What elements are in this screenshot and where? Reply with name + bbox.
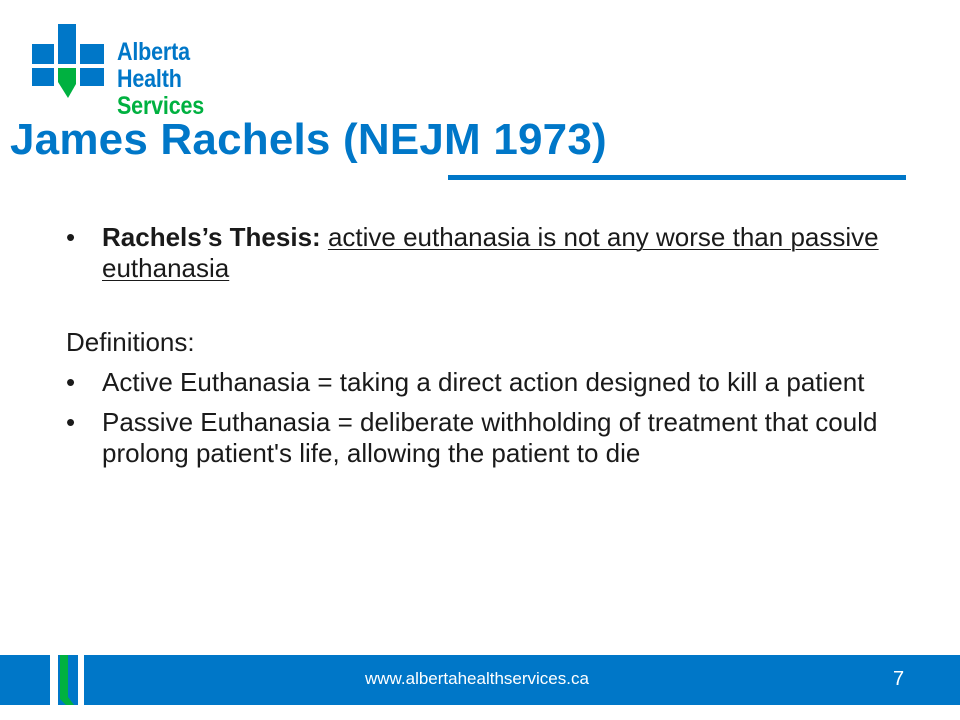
slide-title: James Rachels (NEJM 1973) [10,115,607,164]
footer-brand-mark-icon [50,655,86,705]
definitions-heading: Definitions: [66,327,195,357]
logo-line-2: Services [117,92,205,120]
definition-passive: • Passive Euthanasia = deliberate withholding of treatment that could prolong patient's life, allowing the patient to die [66,407,896,469]
ahs-cross-logo-icon [30,22,108,100]
thesis-label: Rachels’s Thesis: [102,222,321,252]
definition-active: • Active Euthanasia = taking a direct action designed to kill a patient [66,367,896,398]
logo-wordmark [117,39,257,120]
slide-body [66,222,896,469]
thesis-bullet [66,222,896,284]
title-underline-rule [448,175,906,180]
page-number: 7 [893,668,905,690]
footer-bar [0,655,960,705]
thesis-text: active euthanasia is not any worse than passive euthanasia [102,222,879,283]
ahs-logo [30,22,280,120]
footer-website-url: www.albertahealthservices.ca [365,669,589,688]
logo-line-1: Alberta Health [117,38,190,93]
